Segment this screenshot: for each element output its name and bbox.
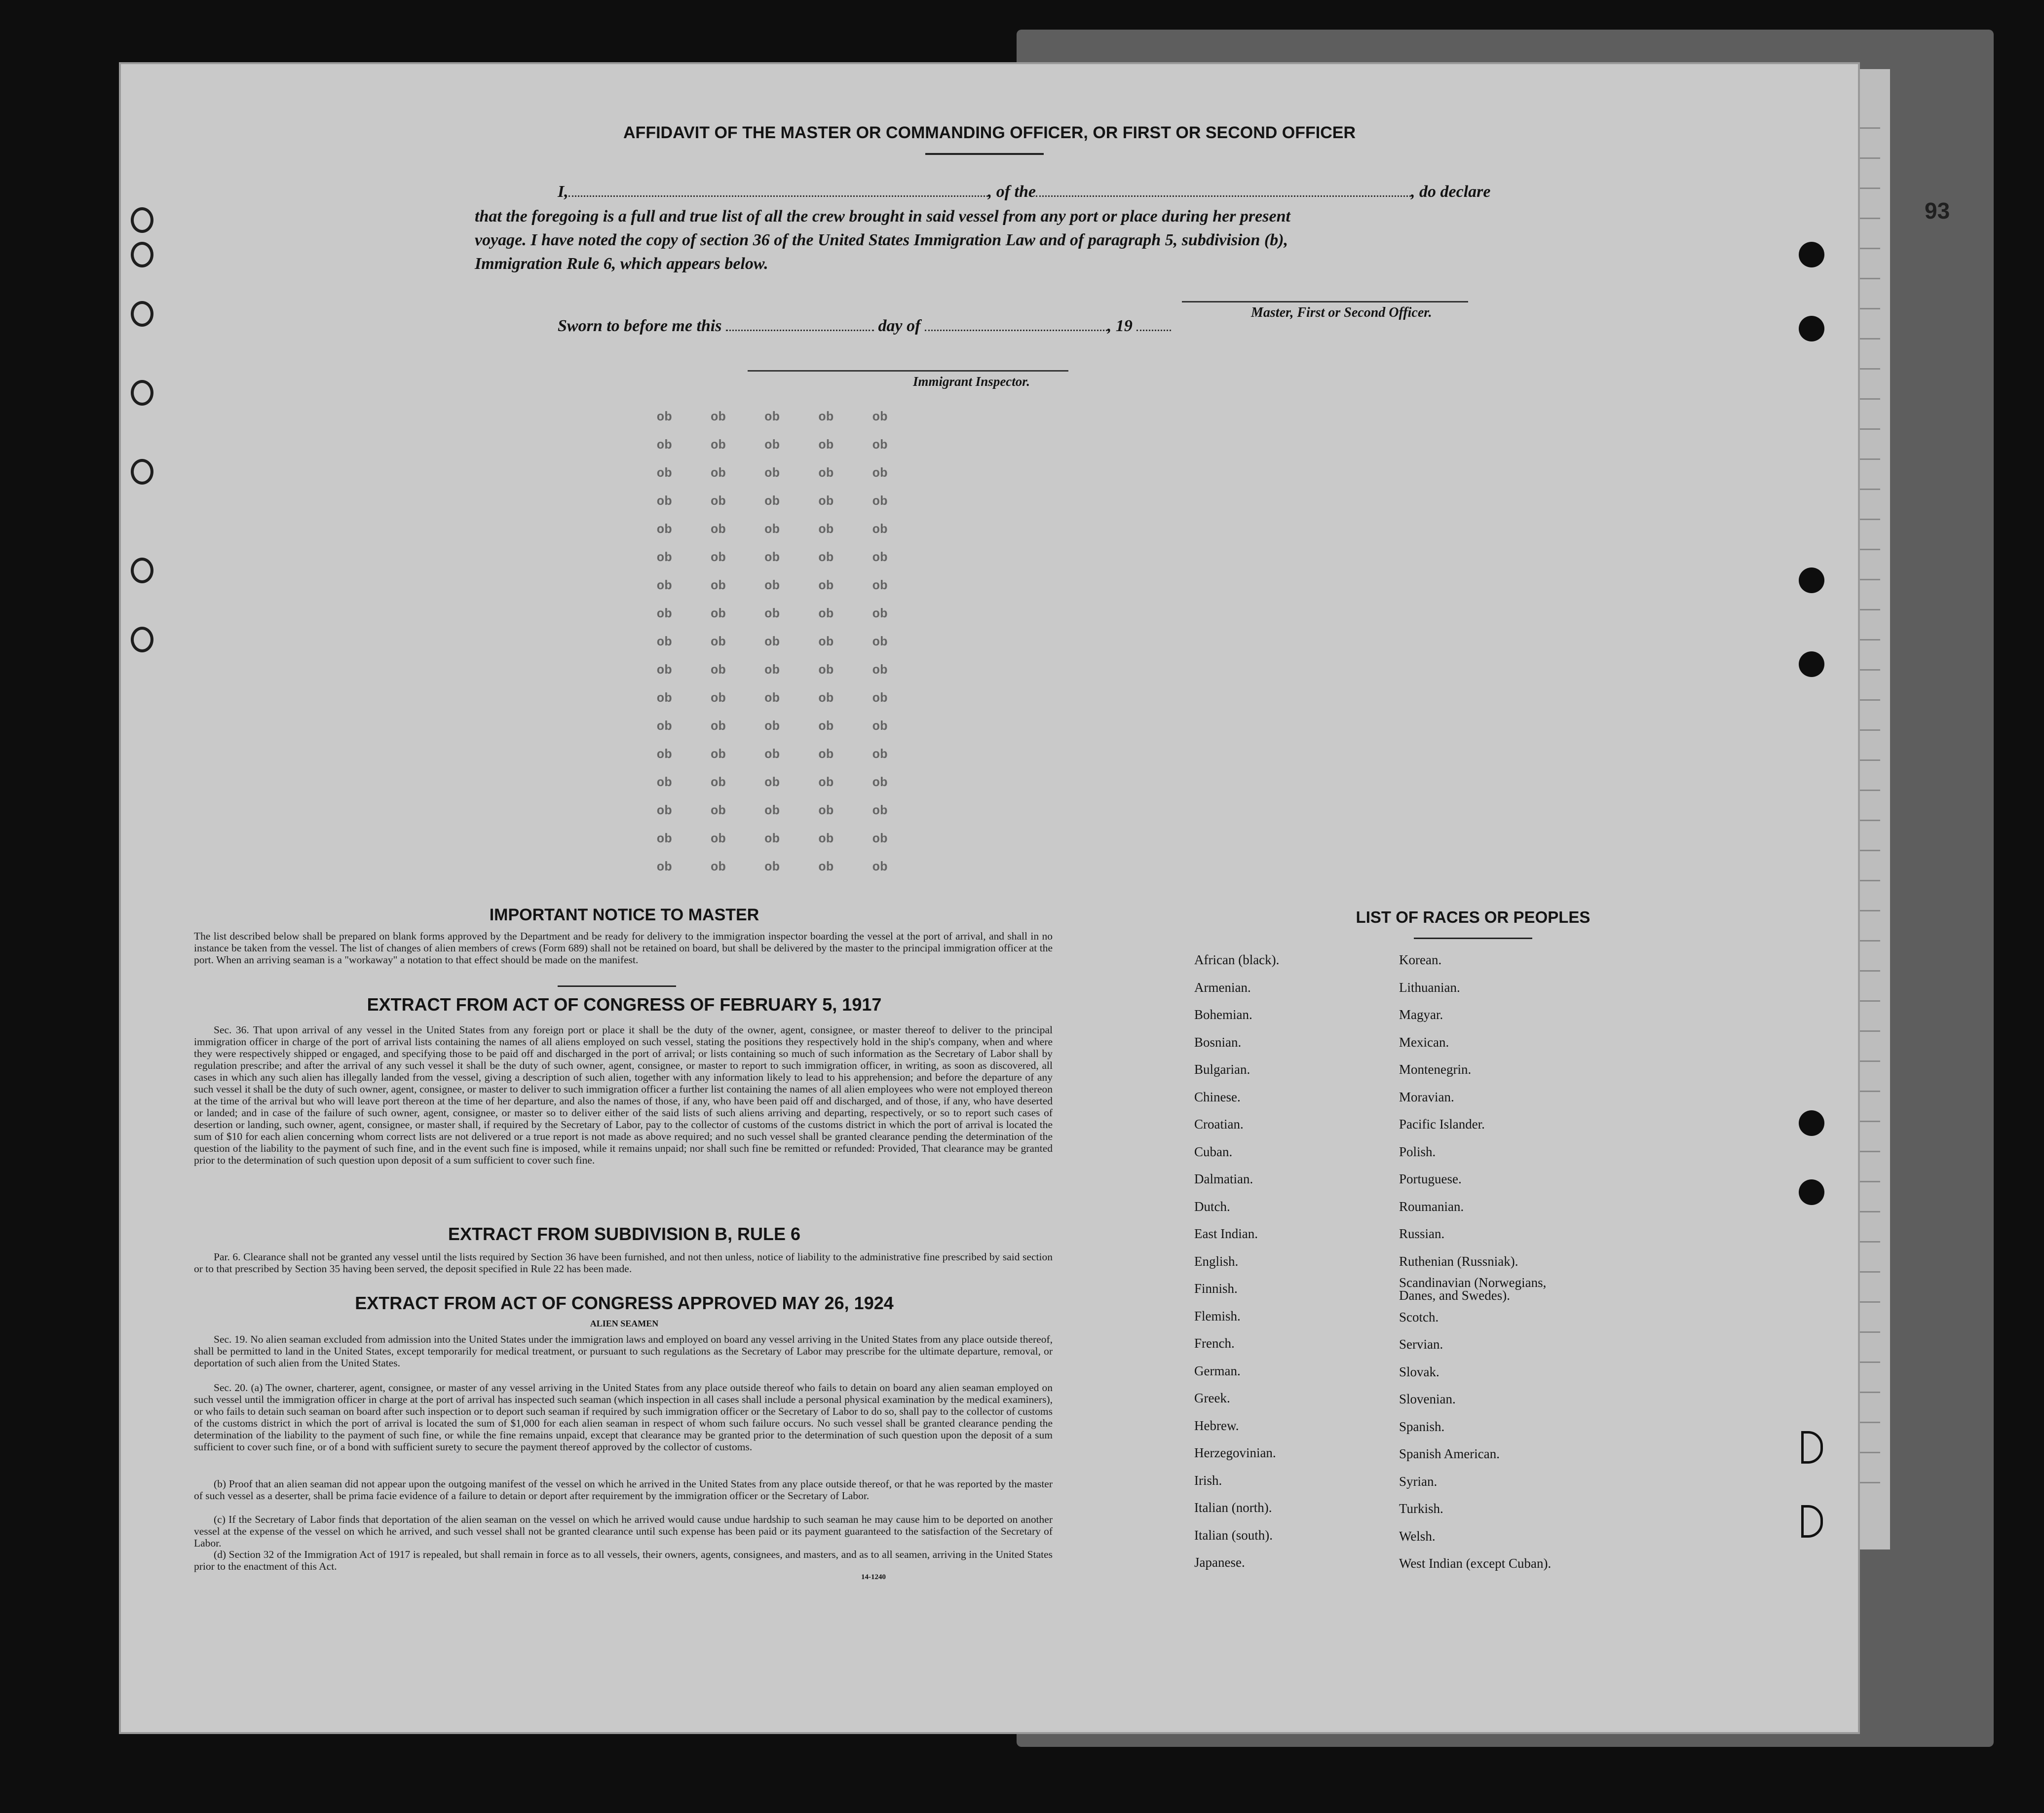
extract-1917-title: EXTRACT FROM ACT OF CONGRESS OF FEBRUARY 5, 1917 — [367, 994, 882, 1015]
races-right-column — [1399, 946, 1577, 1578]
race-item: Hebrew. — [1194, 1418, 1239, 1433]
race-item: Bosnian. — [1194, 1034, 1242, 1050]
extract-rule6-text: Par. 6. Clearance shall not be granted any vessel until the lists required by Section 36 have been furnished, and not then unless, notice of liability to the administrative fine prescribed by said section or to that prescribed by Section 35 having been served, the deposit specified in Rule 22 has been made. — [194, 1251, 1053, 1275]
race-item: Japanese. — [1194, 1555, 1245, 1570]
race-item: Magyar. — [1399, 1007, 1443, 1022]
extract-1917-text: Sec. 36. That upon arrival of any vessel in the United States from any foreign port or place it shall be the duty of the owner, agent, consignee, or master thereof to deliver to the principal immigration officer in charge of the port of arrival lists containing the names of all aliens employed on such vessel, stating the positions they respectively hold in the ship's company, when and where they were respectively shipped or engaged, and specifying those to be paid off and discharged in the port of arrival; or lists containing so much of such information as the Secretary of Labor shall by regulation prescribe; and after the arrival of any such vessel it shall be the duty of such owner, agent, consignee, or master to report to such immigration officer, in writing, as soon as discovered, all cases in which any such alien has illegally landed from the vessel, giving a description of such alien, together with any information likely to lead to his apprehension; and before the departure of any such vessel it shall be the duty of such owner, agent, consignee, or master to deliver to such immigration officer a further list containing the names of all alien employees who were not employed thereon at the time of the arrival but who will leave port thereon at the time of her departure, and also the names of those, if any, who have been paid off and discharged, and of those, if any, who have deserted or landed; and in case of the failure of such owner, agent, consignee, or master so to deliver either of the said lists of such aliens arriving and departing, respectively, or so to report such cases of desertion or landing, such owner, agent, consignee, or master shall, if required by the Secretary of Labor, pay to the collector of customs of the customs district in which the port of arrival is located the sum of $10 for each alien concerning whom correct lists are not delivered or a true report is not made as above required; and no such vessel shall be granted clearance pending the determination of the question of the liability to the payment of such fine, and in the event such fine is imposed, while it remains unpaid; nor shall such fine be remitted or refunded: Provided, That clearance may be granted prior to the determination of such question upon deposit of a sum sufficient to cover such fine. — [194, 1024, 1053, 1166]
punch-hole — [1799, 316, 1824, 341]
punch-hole — [1799, 242, 1824, 267]
race-item: Servian. — [1399, 1337, 1443, 1352]
divider — [1414, 938, 1532, 939]
sec20d-text: (d) Section 32 of the Immigration Act of 1917 is repealed, but shall remain in force as to all vessels, their owners, agents, consignees, and masters, and as to all seamen, arriving in the United States prior to the enactment of this Act. — [194, 1549, 1053, 1572]
binding-hole — [131, 207, 153, 233]
race-item: English. — [1194, 1253, 1239, 1269]
races-title: LIST OF RACES OR PEOPLES — [1356, 908, 1590, 926]
race-item: Herzegovinian. — [1194, 1445, 1276, 1460]
inspector-signature-line — [748, 370, 1068, 372]
punch-hole — [1799, 1110, 1824, 1136]
punch-hole — [1801, 1505, 1823, 1538]
race-item: Portuguese. — [1399, 1171, 1462, 1186]
notice-text: The list described below shall be prepared on blank forms approved by the Department and be ready for delivery to the immigration inspector boarding the vessel at the port of arrival, and shall in no instance be taken from the vessel. The list of changes of alien members of crews (Form 689) shall not be retained on board, but shall be delivered by the master to the principal immigration officer at the port. When an arriving seaman is a "workaway" a notation to that effect should be made on the manifest. — [194, 930, 1053, 966]
punch-hole — [1799, 1179, 1824, 1205]
form-number: 14-1240 — [861, 1573, 886, 1581]
binding-hole — [131, 558, 153, 583]
race-item: Italian (south). — [1194, 1527, 1273, 1543]
extract-rule6-title: EXTRACT FROM SUBDIVISION B, RULE 6 — [448, 1224, 801, 1244]
sworn-month-blank — [925, 330, 1107, 331]
notice-title: IMPORTANT NOTICE TO MASTER — [489, 906, 759, 924]
race-item: Moravian. — [1399, 1089, 1454, 1104]
race-item: Ruthenian (Russniak). — [1399, 1253, 1518, 1269]
affidavit-title: AFFIDAVIT OF THE MASTER OR COMMANDING OFFICER, OR FIRST OR SECOND OFFICER — [623, 123, 1356, 142]
name-blank — [568, 195, 988, 197]
race-item: African (black). — [1194, 952, 1280, 967]
page-number: 93 — [1925, 198, 1950, 224]
affidavit-line-4: Immigration Rule 6, which appears below. — [475, 255, 768, 273]
race-item: Pacific Islander. — [1399, 1117, 1485, 1132]
race-item: Finnish. — [1194, 1281, 1238, 1296]
binding-hole — [131, 242, 153, 267]
vessel-blank — [1036, 195, 1411, 197]
race-item: Spanish. — [1399, 1419, 1445, 1434]
divider — [925, 153, 1044, 155]
race-item: Slovenian. — [1399, 1392, 1456, 1406]
binding-hole — [131, 627, 153, 652]
race-item: Dutch. — [1194, 1199, 1230, 1214]
sworn-line: Sworn to before me this day of , 19 — [558, 317, 1171, 336]
race-item: Italian (north). — [1194, 1500, 1272, 1515]
race-item: Greek. — [1194, 1391, 1230, 1405]
punch-hole — [1799, 567, 1824, 593]
punch-hole — [1801, 1431, 1823, 1464]
race-item: East Indian. — [1194, 1226, 1258, 1241]
race-item: Turkish. — [1399, 1501, 1443, 1516]
race-item: Bulgarian. — [1194, 1062, 1250, 1077]
extract-1924-title: EXTRACT FROM ACT OF CONGRESS APPROVED MAY 26, 1924 — [355, 1293, 894, 1313]
races-left-column — [1194, 946, 1279, 1577]
race-item: German. — [1194, 1363, 1241, 1378]
binding-hole — [131, 380, 153, 406]
sworn-day-blank — [726, 330, 874, 331]
race-item: Syrian. — [1399, 1473, 1438, 1489]
race-item: Polish. — [1399, 1144, 1436, 1159]
race-item: Armenian. — [1194, 980, 1251, 995]
race-item: Russian. — [1399, 1226, 1445, 1241]
affidavit-line-1: I, , of the , do declare — [558, 183, 1491, 201]
race-item: Irish. — [1194, 1473, 1222, 1488]
binding-hole — [131, 459, 153, 485]
signature-line — [1182, 301, 1468, 302]
race-item: French. — [1194, 1336, 1235, 1351]
divider — [558, 985, 676, 987]
sec19-text: Sec. 19. No alien seaman excluded from admission into the United States under the immigration laws and employed on board any vessel arriving in the United States from any place outside thereof, shall be permitted to land in the United States, except temporarily for medical treatment, or pursuant to such regulations as the Secretary of Labor may prescribe for the ultimate departure, removal, or deportation of such alien from the United States. — [194, 1333, 1053, 1369]
race-item: Flemish. — [1194, 1308, 1241, 1323]
sec20c-text: (c) If the Secretary of Labor finds that deportation of the alien seaman on the vessel on which he arrived would cause undue hardship to such seaman he may cause him to be deported on another vessel at the expense of the vessel on which he arrived, and such vessel shall not be granted clearance until such expense has been paid or its payment guaranteed to the satisfaction of the Secretary of Labor. — [194, 1513, 1053, 1549]
race-item: Korean. — [1399, 952, 1442, 967]
affidavit-line-2: that the foregoing is a full and true list of all the crew brought in said vessel from any port or place during her present — [475, 207, 1290, 226]
inspector-caption: Immigrant Inspector. — [913, 374, 1030, 389]
race-item: Slovak. — [1399, 1364, 1439, 1379]
race-item: Scandinavian (Norwegians, Danes, and Swedes). — [1399, 1275, 1547, 1303]
race-item: Bohemian. — [1194, 1007, 1252, 1022]
race-item: Lithuanian. — [1399, 980, 1460, 995]
sec20b-text: (b) Proof that an alien seaman did not appear upon the outgoing manifest of the vessel on which he arrived in the United States from any place outside thereof, or that he was reported by the master of such vessel as a deserter, shall be prima facie evidence of a failure to detain or deport after requirement by the immigration officer or the Secretary of Labor. — [194, 1478, 1053, 1502]
alien-seamen-subtitle: ALIEN SEAMEN — [590, 1319, 659, 1328]
punch-hole — [1799, 651, 1824, 677]
race-item: Welsh. — [1399, 1528, 1436, 1544]
affidavit-page — [121, 64, 1858, 1732]
bleed-through-marks: ob ob ob ob ob ob ob ob ob ob ob ob ob ob ob ob ob ob ob ob ob ob ob ob ob ob ob ob ob ob ob ob ob ob ob ob ob ob ob ob ob ob ob ob ob ob ob ob ob ob ob ob ob ob ob ob ob ob ob ob ob ob ob ob ob ob ob ob ob ob ob ob ob ob ob ob ob ob ob ob ob ob ob ob ob — [649, 410, 888, 874]
binding-hole — [131, 301, 153, 327]
race-item: West Indian (except Cuban). — [1399, 1556, 1552, 1571]
race-item: Mexican. — [1399, 1034, 1449, 1050]
race-item: Roumanian. — [1399, 1199, 1464, 1214]
race-item: Dalmatian. — [1194, 1171, 1253, 1186]
race-item: Montenegrin. — [1399, 1062, 1472, 1077]
race-item: Croatian. — [1194, 1117, 1244, 1132]
race-item: Chinese. — [1194, 1089, 1241, 1104]
race-item: Scotch. — [1399, 1309, 1439, 1324]
sworn-year-blank — [1136, 330, 1171, 331]
sec20a-text: Sec. 20. (a) The owner, charterer, agent, consignee, or master of any vessel arriving in the United States from any place outside thereof who fails to detain on board any alien seaman employed on such vessel until the immigration officer in charge at the port of arrival has inspected such seaman (which inspection in all cases shall include a personal physical examination by the medical examiners), or who fails to detain such seaman on board after such inspection or to deport such seaman if required by such immigration officer or the Secretary of Labor to do so, shall pay to the collector of customs of the customs district in which the port of arrival is located the sum of $1,000 for each alien seaman in respect of whom such failure occurs. No such vessel shall be granted clearance pending the determination of the liability to the payment of such fine, or while the fine remains unpaid, except that clearance may be granted prior to the determination of such question upon the deposit of a sum sufficient to cover such fine, or of a bond with sufficient surety to secure the payment thereof approved by the collector of customs. — [194, 1382, 1053, 1453]
race-item: Spanish American. — [1399, 1446, 1500, 1461]
signature-caption: Master, First or Second Officer. — [1251, 305, 1432, 320]
affidavit-line-3: voyage. I have noted the copy of section 36 of the United States Immigration Law and of paragraph 5, subdivision (b), — [475, 231, 1288, 249]
race-item: Cuban. — [1194, 1144, 1233, 1159]
